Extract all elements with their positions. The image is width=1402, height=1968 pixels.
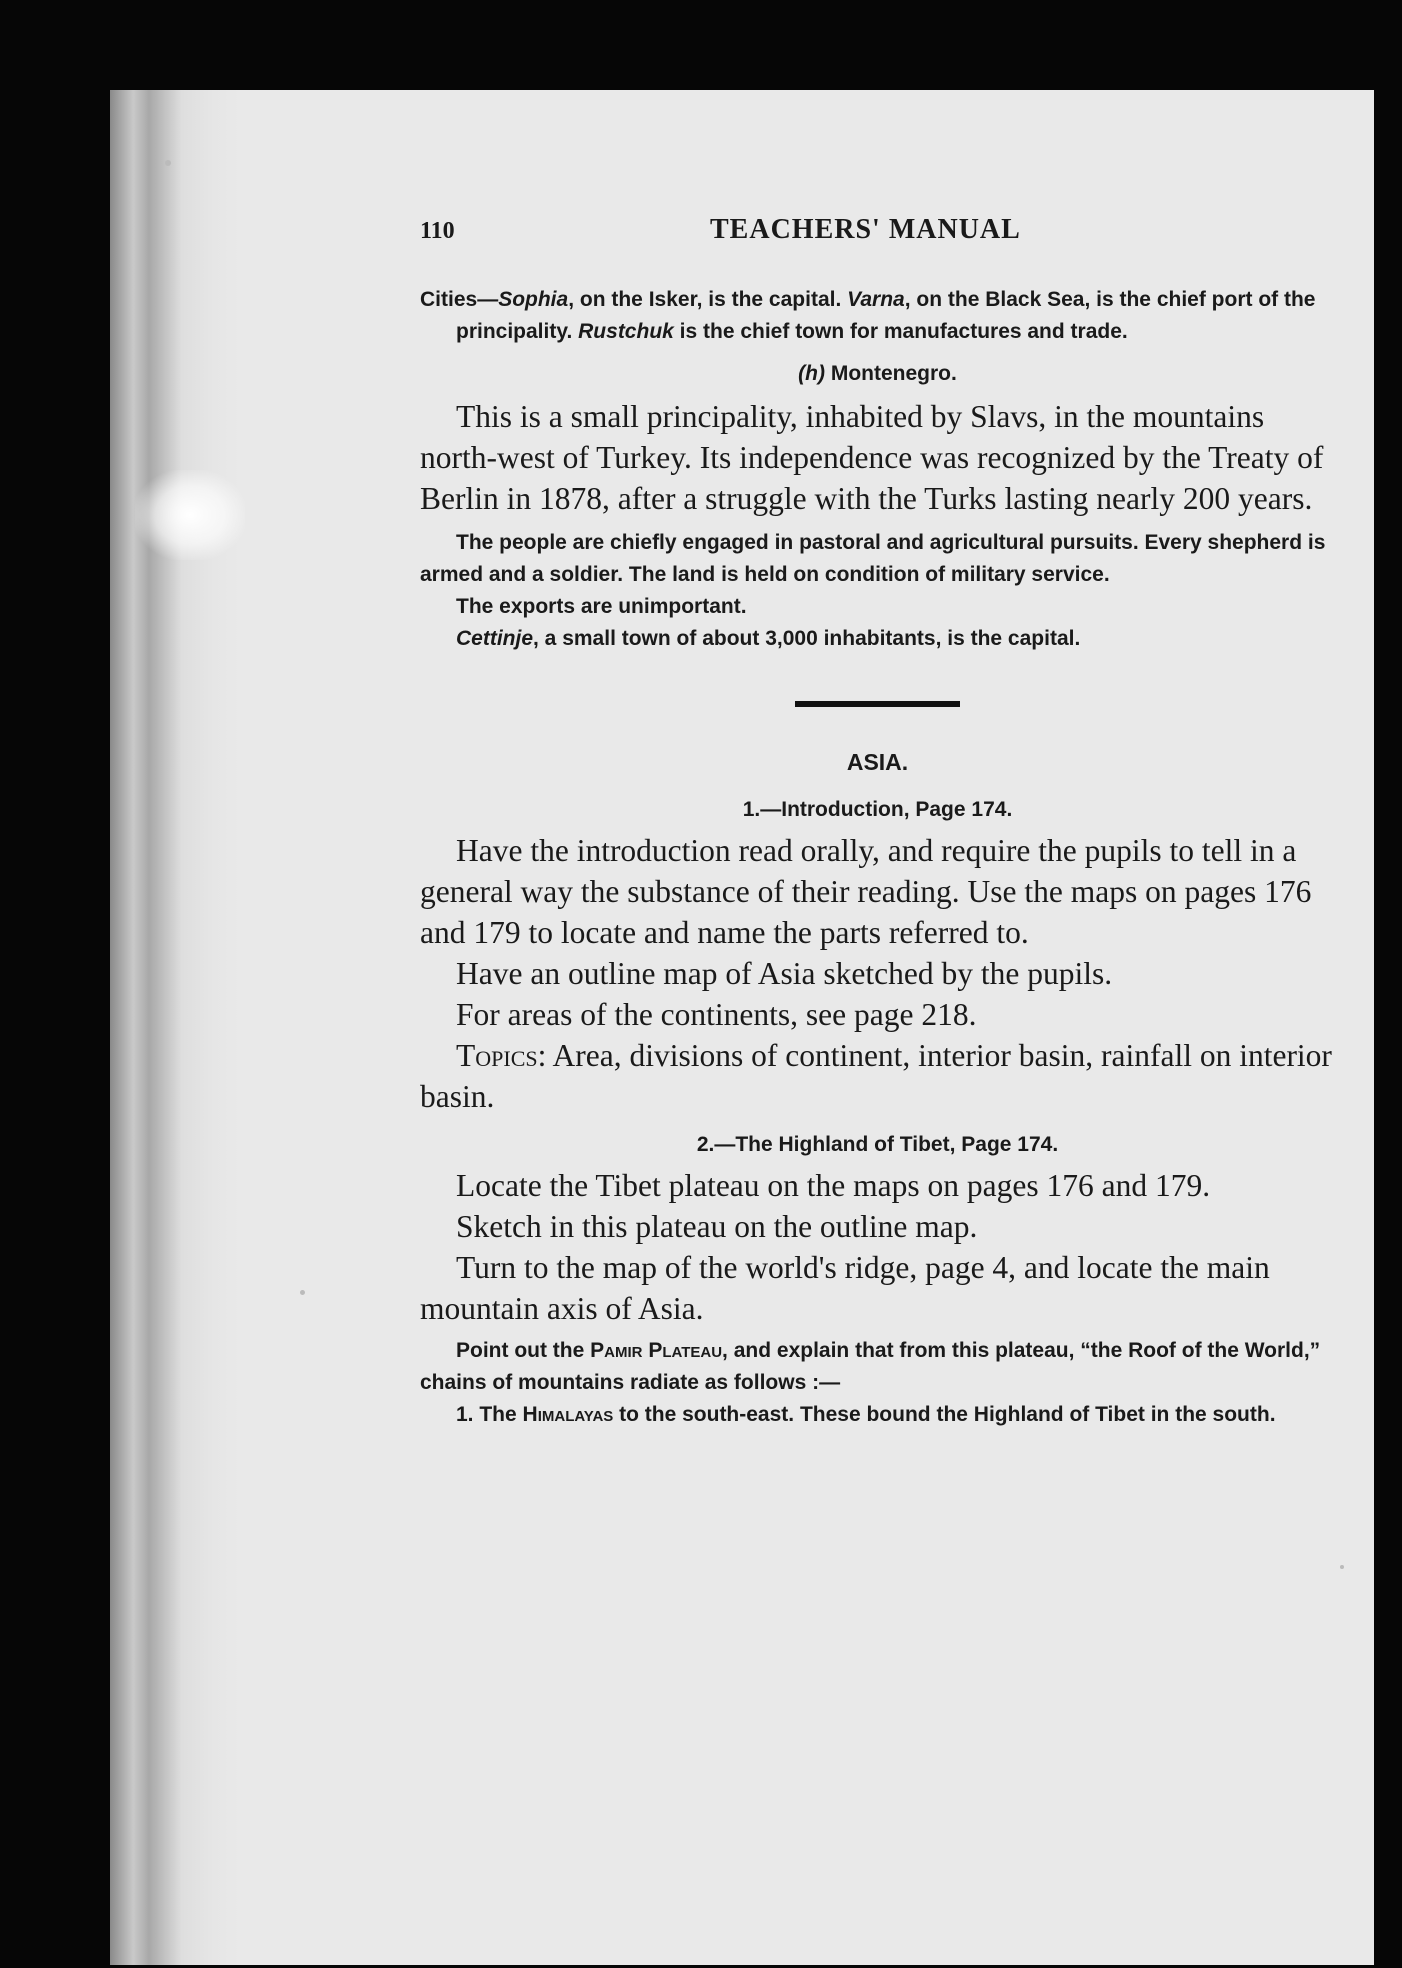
- pamir-plateau: Pamir Plateau: [590, 1339, 723, 1362]
- montenegro-exports: The exports are unimportant.: [456, 595, 747, 618]
- sophia-name: Sophia: [498, 288, 569, 311]
- asia-section1-p3: For areas of the continents, see page 218.: [456, 997, 977, 1032]
- himalayas-text: to the south-east. These bound the Highland of Tibet in the south.: [613, 1403, 1276, 1426]
- asia-topics-paragraph: [420, 1035, 1335, 1117]
- asia-section2-p1: Locate the Tibet plateau on the maps on pages 176 and 179.: [456, 1168, 1211, 1203]
- himalayas-paragraph: [420, 1399, 1335, 1431]
- himalayas-number: 1. The: [456, 1403, 523, 1426]
- asia-section2-p3: Turn to the map of the world's ridge, page 4, and locate the main mountain axis of Asia.: [420, 1250, 1270, 1326]
- varna-text: , on the Black Sea, is the chief port of the principality.: [456, 288, 1316, 343]
- montenegro-people: The people are chiefly engaged in pastoral and agricultural pursuits. Every shepherd is armed and a soldier. The land is held on condition of military service.: [420, 531, 1326, 586]
- running-head-title: TEACHERS' MANUAL: [710, 214, 1021, 245]
- cettinje-text: , a small town of about 3,000 inhabitants, is the capital.: [533, 627, 1081, 650]
- montenegro-heading: [420, 362, 1335, 386]
- montenegro-heading-name: Montenegro.: [830, 362, 957, 385]
- asia-title: ASIA.: [846, 749, 909, 775]
- cities-label: Cities: [420, 288, 478, 311]
- montenegro-heading-letter: (h): [798, 362, 825, 385]
- himalayas-name: Himalayas: [522, 1403, 614, 1426]
- pamir-paragraph: [420, 1335, 1335, 1399]
- pamir-text-b: , and explain that from this plateau, “the Roof of the World,” chains of mountains radiate as follows :—: [420, 1339, 1321, 1394]
- page-content: [420, 210, 1335, 1431]
- scan-glare: [135, 470, 245, 560]
- running-head: [420, 210, 1335, 250]
- topics-text: : Area, divisions of continent, interior basin, rainfall on interior basin.: [420, 1038, 1332, 1114]
- cettinje-name: Cettinje: [456, 627, 534, 650]
- page-gutter-shadow: [110, 90, 240, 1965]
- sophia-text: , on the Isker, is the capital.: [568, 288, 848, 311]
- rustchuk-name: Rustchuk: [578, 320, 674, 343]
- cities-dash: —: [477, 288, 499, 311]
- montenegro-capital: [420, 623, 1335, 655]
- asia-section1-p2: Have an outline map of Asia sketched by the pupils.: [456, 956, 1113, 991]
- rustchuk-text: is the chief town for manufactures and trade.: [673, 320, 1128, 343]
- page-number: 110: [420, 218, 455, 244]
- asia-section1-heading: 1.—Introduction, Page 174.: [742, 798, 1013, 821]
- asia-section2-heading: 2.—The Highland of Tibet, Page 174.: [696, 1133, 1059, 1156]
- dust-speck: [165, 160, 171, 166]
- pamir-text-a: Point out the: [456, 1339, 591, 1362]
- varna-name: Varna: [847, 288, 905, 311]
- section-divider-rule: [795, 701, 960, 707]
- bulgaria-cities-paragraph: [420, 284, 1335, 348]
- asia-section2-p2: Sketch in this plateau on the outline map.: [456, 1209, 978, 1244]
- asia-section1-p1: Have the introduction read orally, and require the pupils to tell in a general way the substance of their reading. Use the maps on pages 176 and 179 to locate and name the parts referred to.: [420, 833, 1312, 950]
- dust-speck: [300, 1290, 305, 1295]
- topics-label: Topics: [456, 1038, 538, 1073]
- dust-speck: [1340, 1565, 1344, 1569]
- montenegro-intro: This is a small principality, inhabited by Slavs, in the mountains north-west of Turkey. Its independence was recognized by the Treaty of Berlin in 1878, after a struggle with the Turks lasting nearly 200 years.: [420, 399, 1324, 516]
